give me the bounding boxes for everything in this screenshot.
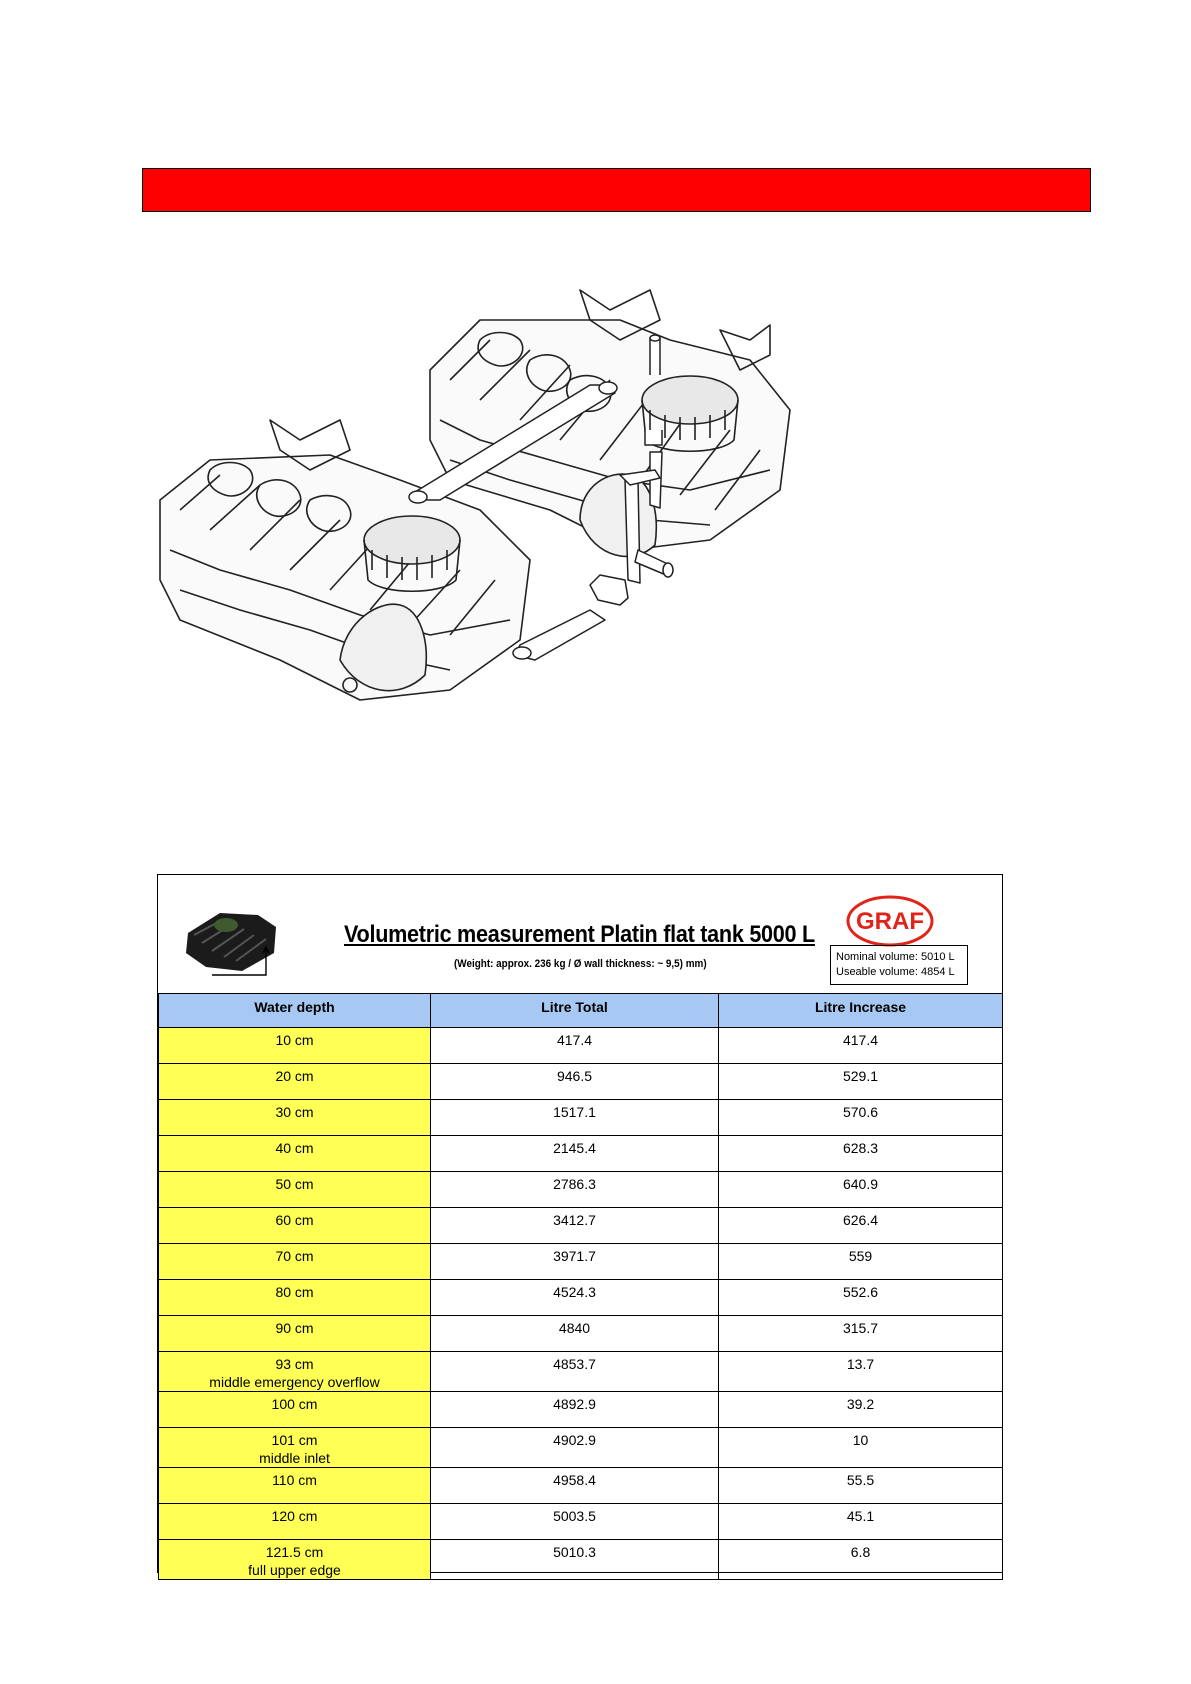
litre-increase-cell: 570.6 xyxy=(719,1100,1003,1136)
header-water-depth: Water depth xyxy=(159,994,431,1028)
litre-increase-cell: 13.7 xyxy=(719,1352,1003,1392)
litre-increase-cell: 315.7 xyxy=(719,1316,1003,1352)
table-row xyxy=(159,1100,1003,1136)
volume-sheet xyxy=(157,874,1003,1578)
water-depth-value: 40 cm xyxy=(275,1140,314,1156)
water-depth-cell xyxy=(159,1540,431,1580)
water-depth-value: 100 cm xyxy=(271,1396,318,1412)
water-depth-value: 121.5 cm xyxy=(265,1544,324,1560)
water-depth-cell xyxy=(159,1428,431,1468)
litre-increase-cell: 626.4 xyxy=(719,1208,1003,1244)
water-depth-cell xyxy=(159,1352,431,1392)
litre-total-cell: 5010.3 xyxy=(431,1540,719,1580)
litre-increase-cell: 417.4 xyxy=(719,1028,1003,1064)
volume-table xyxy=(158,993,1003,1580)
water-depth-note: middle emergency overflow xyxy=(209,1374,380,1390)
water-depth-cell xyxy=(159,1136,431,1172)
litre-total-cell: 4902.9 xyxy=(431,1428,719,1468)
litre-increase-cell: 552.6 xyxy=(719,1280,1003,1316)
litre-total-cell: 3971.7 xyxy=(431,1244,719,1280)
table-row xyxy=(159,1172,1003,1208)
water-depth-cell xyxy=(159,1100,431,1136)
litre-total-cell: 946.5 xyxy=(431,1064,719,1100)
water-depth-cell xyxy=(159,1504,431,1540)
tank-thumbnail-icon xyxy=(180,895,280,979)
water-depth-cell xyxy=(159,1316,431,1352)
water-depth-value: 101 cm xyxy=(271,1432,318,1448)
water-depth-value: 93 cm xyxy=(275,1356,314,1372)
volume-info-box xyxy=(830,945,968,985)
water-depth-value: 10 cm xyxy=(275,1032,314,1048)
litre-increase-cell: 39.2 xyxy=(719,1392,1003,1428)
table-row xyxy=(159,1504,1003,1540)
litre-increase-cell: 10 xyxy=(719,1428,1003,1468)
water-depth-cell xyxy=(159,1028,431,1064)
litre-increase-cell: 529.1 xyxy=(719,1064,1003,1100)
litre-total-cell: 4840 xyxy=(431,1316,719,1352)
litre-total-cell: 4958.4 xyxy=(431,1468,719,1504)
water-depth-cell xyxy=(159,1468,431,1504)
table-row xyxy=(159,1208,1003,1244)
sheet-subtitle: (Weight: approx. 236 kg / Ø wall thickness: ~ 9,5) mm) xyxy=(454,958,707,970)
table-row xyxy=(159,1028,1003,1064)
litre-increase-cell: 640.9 xyxy=(719,1172,1003,1208)
litre-increase-cell: 559 xyxy=(719,1244,1003,1280)
water-depth-cell xyxy=(159,1172,431,1208)
litre-increase-cell: 6.8 xyxy=(719,1540,1003,1580)
header-litre-increase: Litre Increase xyxy=(719,994,1003,1028)
table-row xyxy=(159,1540,1003,1580)
water-depth-value: 30 cm xyxy=(275,1104,314,1120)
water-depth-cell xyxy=(159,1244,431,1280)
litre-total-cell: 3412.7 xyxy=(431,1208,719,1244)
header-litre-total: Litre Total xyxy=(431,994,719,1028)
table-row xyxy=(159,1316,1003,1352)
litre-total-cell: 2786.3 xyxy=(431,1172,719,1208)
litre-increase-cell: 55.5 xyxy=(719,1468,1003,1504)
header-banner xyxy=(142,168,1091,212)
litre-increase-cell: 45.1 xyxy=(719,1504,1003,1540)
table-row xyxy=(159,1280,1003,1316)
sheet-title: Volumetric measurement Platin flat tank 5000 L xyxy=(344,921,815,948)
table-row xyxy=(159,1244,1003,1280)
table-row xyxy=(159,1352,1003,1392)
graf-logo xyxy=(846,895,934,947)
water-depth-cell xyxy=(159,1280,431,1316)
water-depth-value: 80 cm xyxy=(275,1284,314,1300)
water-depth-value: 50 cm xyxy=(275,1176,314,1192)
useable-volume: Useable volume: 4854 L xyxy=(836,966,955,978)
water-depth-cell xyxy=(159,1208,431,1244)
water-depth-cell xyxy=(159,1392,431,1428)
table-header-row xyxy=(159,994,1003,1028)
table-row xyxy=(159,1392,1003,1428)
litre-total-cell: 2145.4 xyxy=(431,1136,719,1172)
water-depth-value: 120 cm xyxy=(271,1508,318,1524)
table-row xyxy=(159,1468,1003,1504)
litre-total-cell: 5003.5 xyxy=(431,1504,719,1540)
table-row xyxy=(159,1064,1003,1100)
litre-increase-cell: 628.3 xyxy=(719,1136,1003,1172)
graf-logo-text: GRAF xyxy=(856,908,924,935)
table-row xyxy=(159,1136,1003,1172)
water-depth-value: 90 cm xyxy=(275,1320,314,1336)
litre-total-cell: 1517.1 xyxy=(431,1100,719,1136)
water-depth-note: middle inlet xyxy=(259,1450,330,1466)
litre-total-cell: 4892.9 xyxy=(431,1392,719,1428)
table-row xyxy=(159,1428,1003,1468)
water-depth-value: 110 cm xyxy=(272,1472,317,1488)
litre-total-cell: 4524.3 xyxy=(431,1280,719,1316)
water-depth-value: 20 cm xyxy=(275,1068,314,1084)
water-depth-value: 60 cm xyxy=(275,1212,314,1228)
water-depth-cell xyxy=(159,1064,431,1100)
water-depth-value: 70 cm xyxy=(275,1248,314,1264)
litre-total-cell: 4853.7 xyxy=(431,1352,719,1392)
nominal-volume: Nominal volume: 5010 L xyxy=(836,951,955,963)
water-depth-note: full upper edge xyxy=(248,1562,341,1578)
litre-total-cell: 417.4 xyxy=(431,1028,719,1064)
tank-assembly-drawing xyxy=(150,280,850,770)
